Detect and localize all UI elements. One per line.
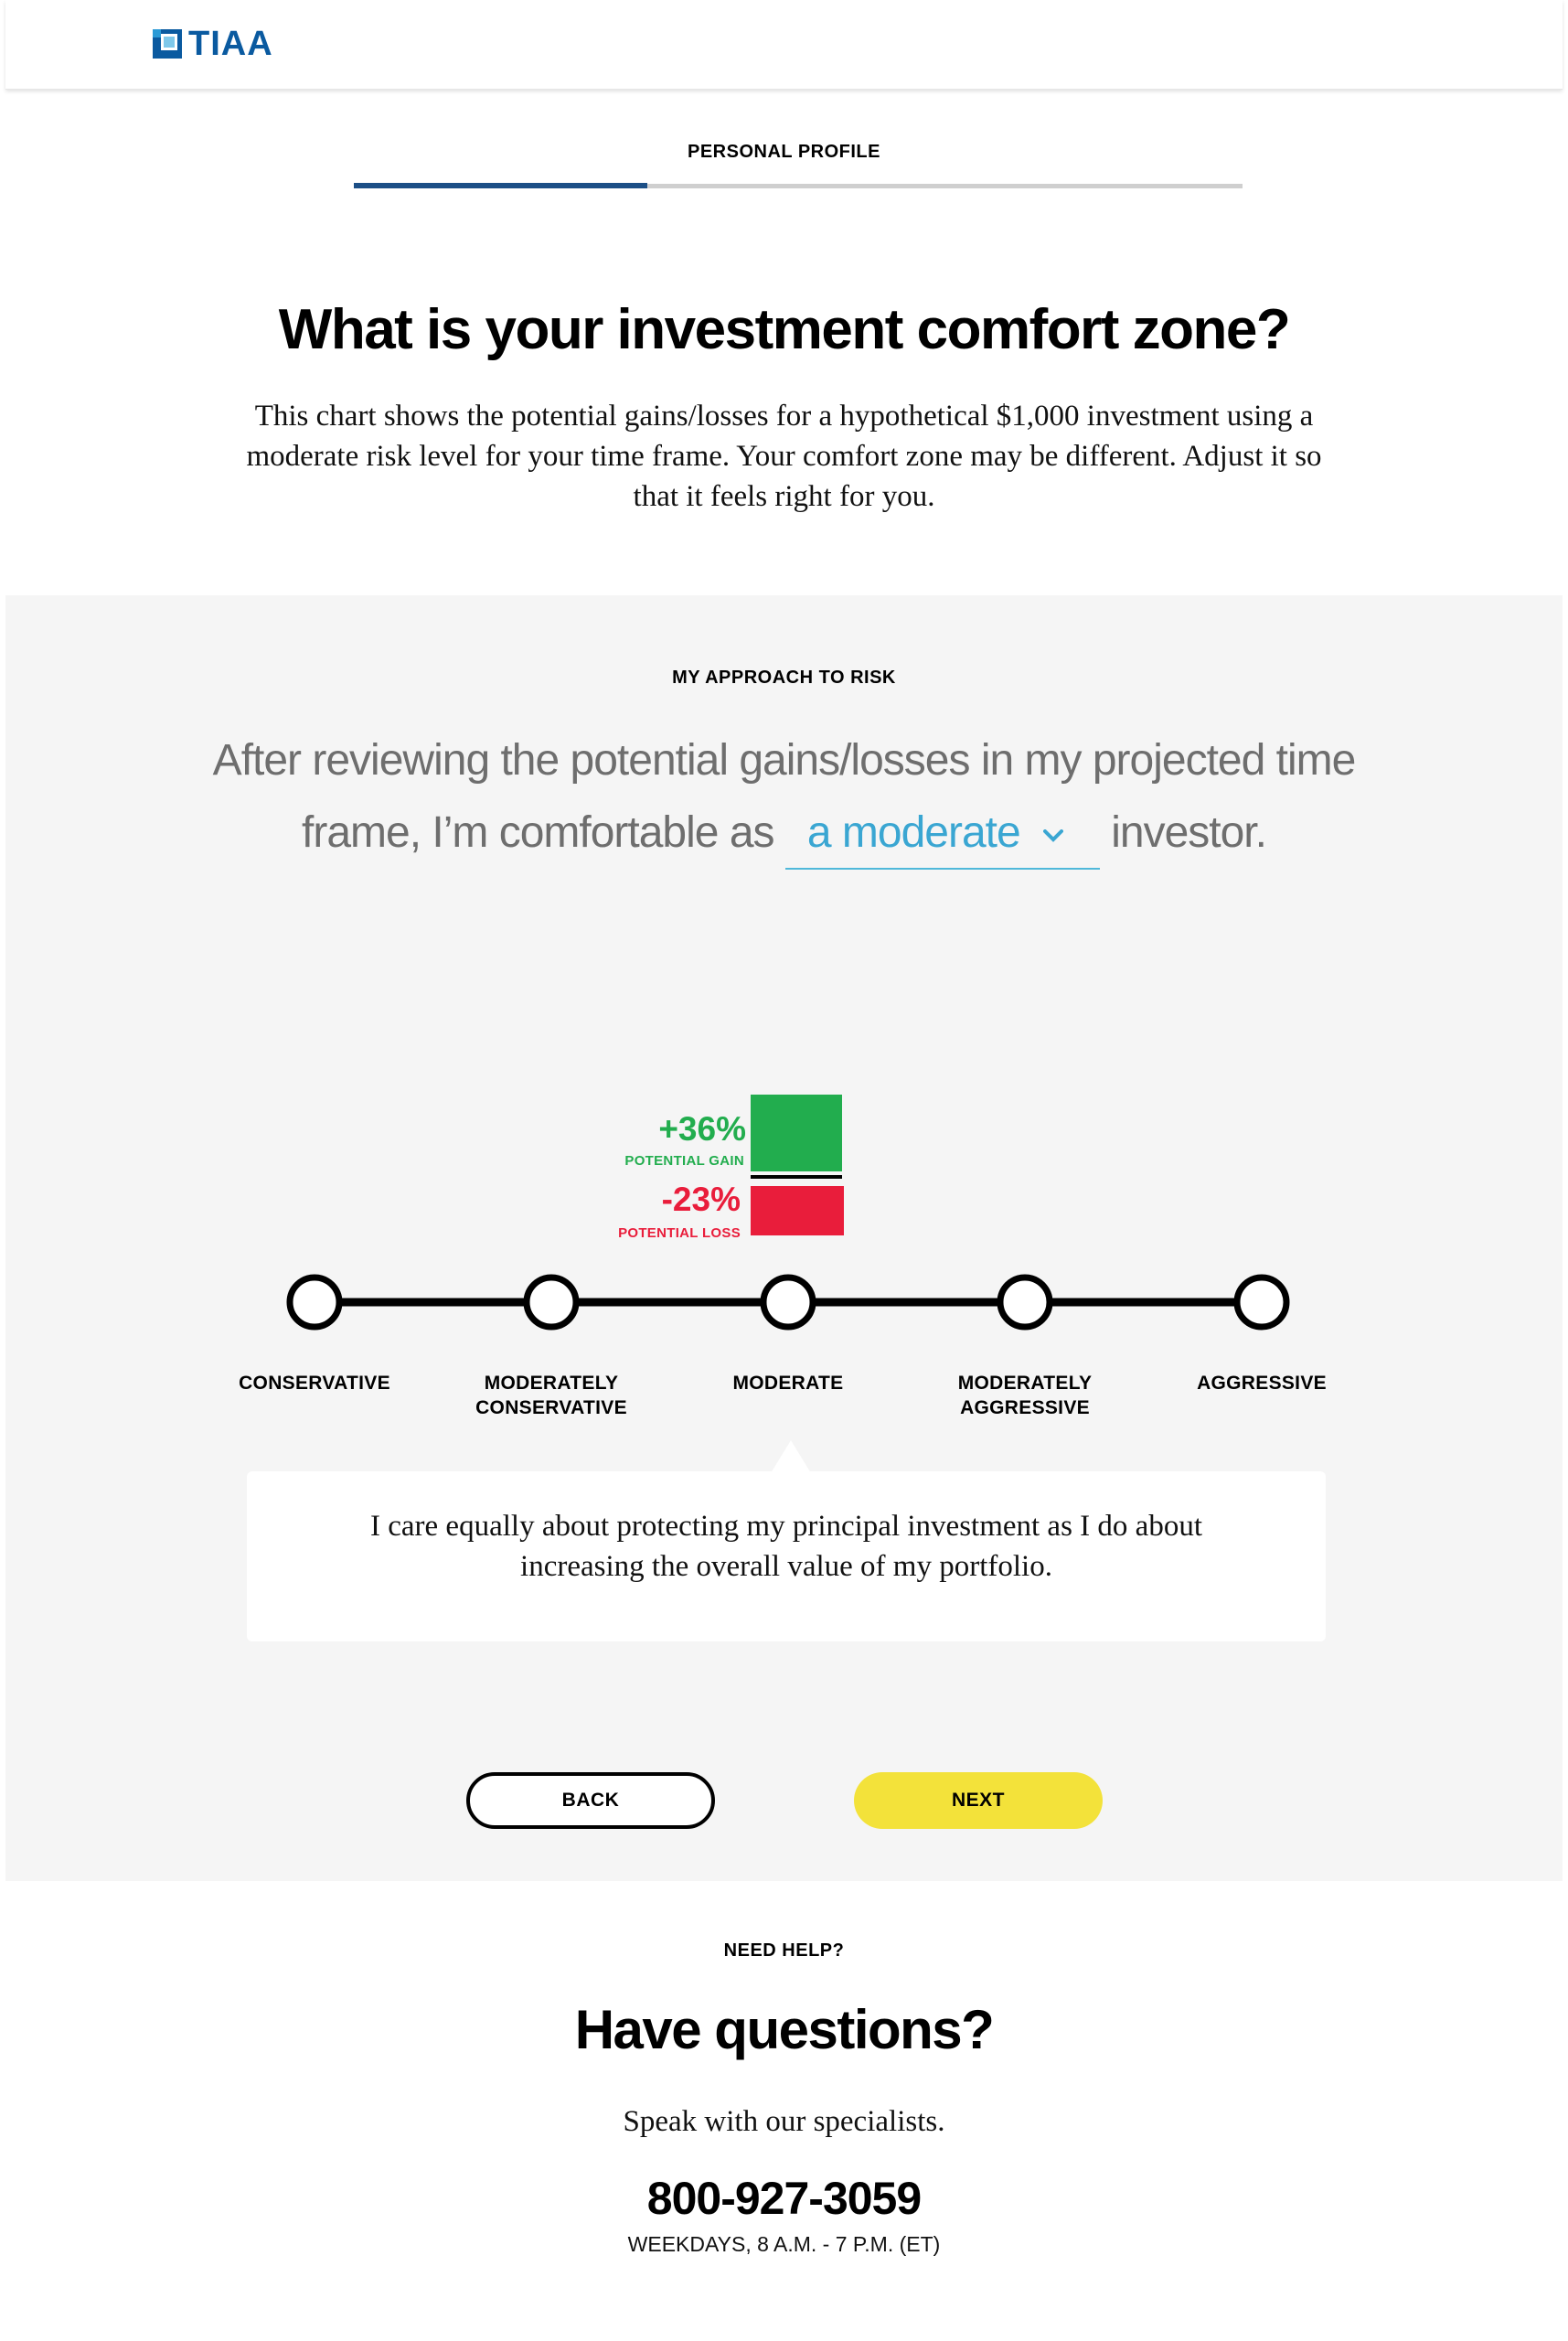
potential-loss-value: -23% [661, 1181, 741, 1218]
statement-suffix: investor. [1111, 808, 1266, 857]
back-button[interactable]: BACK [466, 1772, 715, 1829]
help-subtitle: Speak with our specialists. [623, 2105, 945, 2138]
risk-label-moderate[interactable]: MODERATE [732, 1373, 844, 1394]
intro-text: This chart shows the potential gains/losses for a hypothetical $1,000 investment using a moderate risk level for your time frame. Your comfort zone may be different. Adjust it so that it feels right for you. [246, 400, 1322, 513]
approach-statement-line1: After reviewing the potential gains/losses in my projected time [212, 736, 1356, 785]
help-hours: WEEKDAYS, 8 A.M. - 7 P.M. (ET) [627, 2232, 941, 2256]
potential-loss-label: POTENTIAL LOSS [618, 1225, 741, 1241]
risk-node-moderately-aggressive[interactable] [1000, 1277, 1050, 1327]
risk-panel [5, 595, 1563, 1881]
risk-label-text: MODERATELY AGGRESSIVE [957, 1373, 1093, 1418]
risk-label-moderately-conservative[interactable] [451, 1371, 652, 1420]
statement-prefix: frame, I’m comfortable as [302, 808, 774, 857]
risk-scale [5, 595, 1563, 1418]
risk-label-conservative[interactable]: CONSERVATIVE [239, 1373, 390, 1394]
risk-node-conservative[interactable] [290, 1277, 339, 1327]
tiaa-logo-icon [151, 27, 184, 60]
risk-label-text: MODERATELY CONSERVATIVE [475, 1373, 627, 1418]
potential-gain-label: POTENTIAL GAIN [624, 1153, 744, 1169]
risk-label-moderately-aggressive[interactable] [924, 1371, 1125, 1420]
progress-fill [354, 183, 647, 188]
help-eyebrow: NEED HELP? [723, 1940, 845, 1961]
callout-pointer [771, 1440, 811, 1473]
site-header [5, 0, 1563, 90]
next-button[interactable]: NEXT [854, 1772, 1103, 1829]
potential-gain-value: +36% [658, 1110, 746, 1148]
risk-description-card [247, 1471, 1326, 1641]
page-title: What is your investment comfort zone? [278, 298, 1290, 361]
help-title: Have questions? [574, 1999, 994, 2060]
risk-node-aggressive[interactable] [1237, 1277, 1286, 1327]
risk-node-moderate[interactable] [763, 1277, 813, 1327]
logo-text: TIAA [188, 24, 273, 63]
approach-eyebrow: MY APPROACH TO RISK [672, 668, 896, 688]
tiaa-logo[interactable] [151, 26, 273, 62]
help-phone-link[interactable]: 800-927-3059 [646, 2173, 922, 2224]
risk-description-text: I care equally about protecting my principal investment as I do about increasing the overall value of my portfolio. [370, 1510, 1202, 1583]
risk-node-moderately-conservative[interactable] [527, 1277, 576, 1327]
risk-label-aggressive[interactable]: AGGRESSIVE [1197, 1373, 1327, 1394]
risk-level-select-value: a moderate [806, 808, 1020, 857]
progress-step-label: PERSONAL PROFILE [688, 142, 880, 162]
